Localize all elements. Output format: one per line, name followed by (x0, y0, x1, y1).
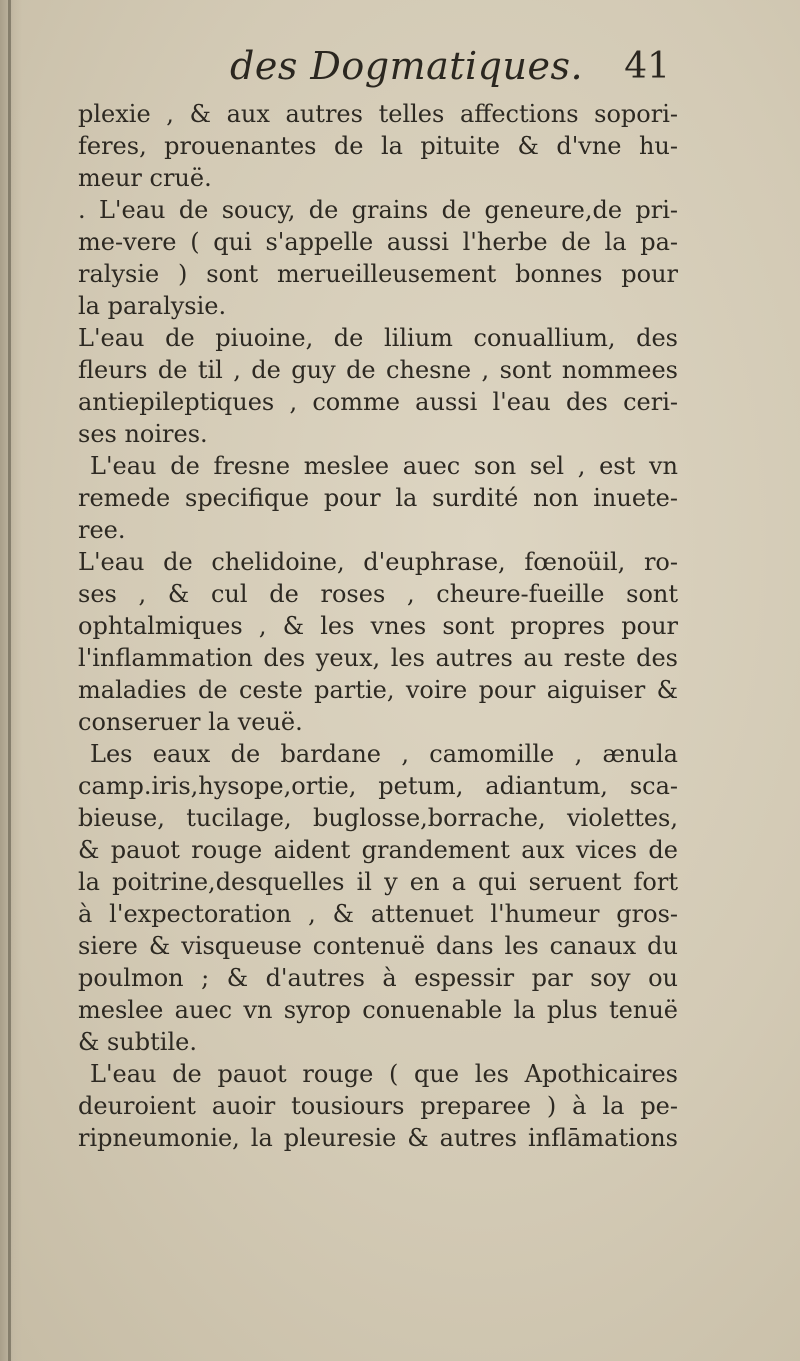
text-line: siere & visqueuse contenuë dans les canaux du (78, 932, 678, 960)
text-line: maladies de ceste partie, voire pour aiguiser & (78, 676, 678, 704)
running-title: des Dogmatiques. (230, 44, 584, 88)
text-line: l'inflammation des yeux, les autres au reste des (78, 644, 678, 672)
text-line: L'eau de fresne meslee auec son sel , est vn (90, 452, 678, 480)
text-line: ses , & cul de roses , cheure-fueille sont (78, 580, 678, 608)
text-line: antiepileptiques , comme aussi l'eau des ceri- (78, 388, 678, 416)
text-line: me-vere ( qui s'appelle aussi l'herbe de la pa- (78, 228, 678, 256)
text-line: ree. (78, 516, 126, 544)
text-line: meur cruë. (78, 164, 212, 192)
text-line: Les eaux de bardane , camomille , ænula (90, 740, 678, 768)
page-number: 41 (624, 46, 670, 87)
text-line: L'eau de piuoine, de lilium conuallium, des (78, 324, 678, 352)
page-header (230, 38, 670, 98)
text-line: remede specifique pour la surdité non inuete- (78, 484, 678, 512)
text-line: à l'expectoration , & attenuet l'humeur gros- (78, 900, 678, 928)
text-line: ralysie ) sont merueilleusement bonnes pour (78, 260, 678, 288)
text-line: ses noires. (78, 420, 208, 448)
text-line: ripneumonie, la pleuresie & autres inflāmations (78, 1124, 678, 1152)
body-text (78, 98, 678, 1154)
text-line: fleurs de til , de guy de chesne , sont nommees (78, 356, 678, 384)
text-line: & subtile. (78, 1028, 197, 1056)
text-line: & pauot rouge aident grandement aux vices de (78, 836, 678, 864)
text-line: deuroient auoir tousiours preparee ) à la pe- (78, 1092, 678, 1120)
text-line: la poitrine,desquelles il y en a qui seruent fort (78, 868, 678, 896)
text-line: camp.iris,hysope,ortie, petum, adiantum, sca- (78, 772, 678, 800)
text-line: bieuse, tucilage, buglosse,borrache, violettes, (78, 804, 678, 832)
text-line: la paralysie. (78, 292, 227, 320)
text-line: meslee auec vn syrop conuenable la plus tenuë (78, 996, 678, 1024)
text-line: L'eau de pauot rouge ( que les Apothicaires (90, 1060, 678, 1088)
text-line: . L'eau de soucy, de grains de geneure,de pri- (78, 196, 678, 224)
text-line: feres, prouenantes de la pituite & d'vne hu- (78, 132, 678, 160)
text-line: plexie , & aux autres telles affections sopori- (78, 100, 678, 128)
page-gutter-edge (0, 0, 22, 1361)
text-line: conseruer la veuë. (78, 708, 303, 736)
text-line: ophtalmiques , & les vnes sont propres pour (78, 612, 678, 640)
text-line: poulmon ; & d'autres à espessir par soy ou (78, 964, 678, 992)
text-line: L'eau de chelidoine, d'euphrase, fœnoüil, ro- (78, 548, 678, 576)
